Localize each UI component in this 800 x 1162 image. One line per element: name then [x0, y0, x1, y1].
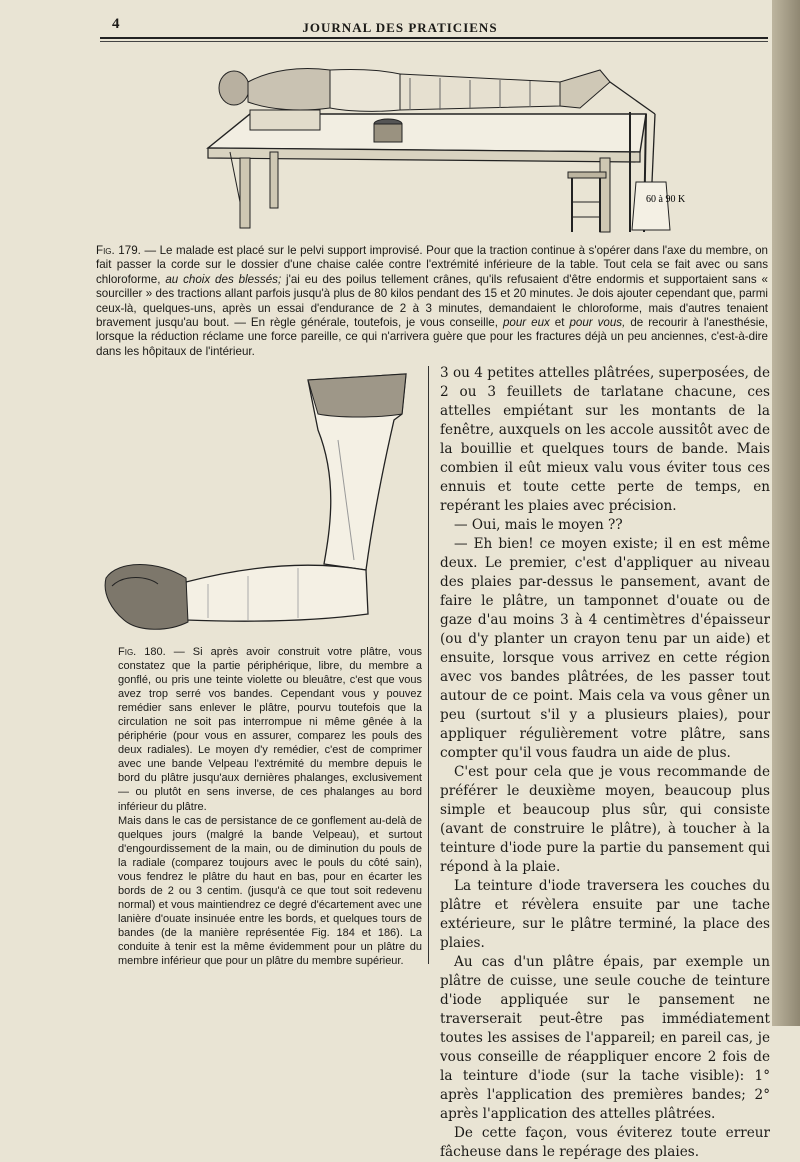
caption-179-italic-2: pour eux [502, 316, 550, 330]
figure-180-illustration [98, 370, 413, 640]
page-number: 4 [112, 16, 120, 32]
figure-179-caption [96, 244, 768, 359]
caption-179-text-1: — Le malade est placé sur le pelvi support improvisé. Pour que la traction continue à s'opérer dans l'axe du membre, on fait passer la corde sur le dossier d'une chaise calée contre l'extrémité inférieure de la table. Tout cela se fait avec ou sans chloroforme, [96, 244, 768, 286]
weight-label: 60 à 90 K [646, 194, 686, 205]
caption-179-text-2: j'ai eu des poilus tellement crânes, qu'ils refusaient d'être endormis et supportaient sans « sourciller » des tractions allant parfois jusqu'à plus de 80 kilos pendant des 15 et 20 minutes. Je dois ajouter cependant que, parmi ceux-là, quelques-uns, après un essai d'endurance de 2 à 3 minutes, demandaient le chloroforme, mais d'autres tenaient bravement jusqu'au bout. — En règle générale, toutefois, je vous conseille, [96, 272, 768, 330]
running-header: JOURNAL DES PRATICIENS [302, 20, 498, 35]
book-gutter-edge [772, 0, 800, 1026]
header-rule [100, 37, 768, 39]
caption-179-italic-3: pour vous, [569, 316, 626, 330]
body-paragraph-1: 3 ou 4 petites attelles plâtrées, superposées, de 2 ou 3 feuillets de tarlatane chacune, ces attelles empiétant sur les montants de la fenêtre, auxquels on les accole aussitôt avec de la bouillie et quelques tours de bande. Mais combien il eût mieux valu vous éviter tous ces ennuis et toute cette perte de temps, en repérant les plaies avec précision. [440, 365, 770, 514]
caption-179-text-3: et [549, 316, 570, 330]
body-column [440, 364, 770, 1162]
caption-179-text-4: de recourir à l'anesthésie, lorsque la réduction réclame une force pareille, ce qui n'arrivera guère que pour les fractures déjà un peu anciennes, c'est-à-dire dans les hôpitaux de l'intérieur. [96, 316, 768, 358]
body-paragraph-4: C'est pour cela que je vous recommande de préférer le deuxième moyen, beaucoup plus simple et beaucoup plus sûr, qui consiste (avant de construire le plâtre), à toucher à la teinture d'iode pure la partie du pansement qui répond à la plaie. [440, 764, 770, 875]
caption-180-para-1: — Si après avoir construit votre plâtre, vous constatez que la partie périphérique, libre, du membre a gonflé, ou pris une teinte violette ou bleuâtre, c'est que vous avez trop serré vos bandes. Cependant vous y pouvez remédier sans enlever le plâtre, pourvu toutefois que la circulation ne soit pas interrompue ni même gênée à la périphérie (pour vous en assurer, comparez les pouls des deux radiales). Le moyen d'y remédier, c'est de comprimer avec une bande Velpeau l'extrémité du membre depuis le bord du plâtre jusqu'aux dernières phalanges, exclusivement — ou plutôt en sens inverse, de ces phalanges au bord inférieur du plâtre. [118, 646, 423, 813]
body-paragraph-2: — Oui, mais le moyen ?? [454, 517, 623, 533]
body-paragraph-6: Au cas d'un plâtre épais, par exemple un plâtre de cuisse, une seule couche de teinture d'iode appliquée sur le pansement ne traverserait peut-être pas immédiatement toutes les assises de l'appareil; en pareil cas, je vous conseille de réappliquer encore 2 fois de la teinture d'iode (sur la tache visible): 1° après l'application des premières bandes; 2° après l'application des attelles plâtrées. [440, 954, 770, 1122]
caption-179-italic-1: au choix des blessés; [165, 272, 282, 286]
column-divider [428, 366, 429, 964]
body-paragraph-5: La teinture d'iode traversera les couches du plâtre et révèlera ensuite par une tache extérieure, sur le plâtre terminé, la place des plaies. [440, 878, 770, 951]
body-paragraph-7: De cette façon, vous éviterez toute erreur fâcheuse dans le repérage des plaies. [440, 1125, 770, 1160]
figure-180-caption [100, 645, 422, 968]
caption-180-para-2: Mais dans le cas de persistance de ce gonflement au-delà de quelques jours (malgré la bande Velpeau), et surtout d'engourdissement de la main, ou de diminution du pouls de la radiale (comparez toujours avec le pouls du côté sain), vous fendrez le plâtre du haut en bas, pour en écarter les bords de 2 ou 3 centim. (jusqu'à ce que tout soit redevenu normal) et vous maintiendrez ce degré d'écartement avec une lanière d'ouate insinuée entre les bords, et quelques tours de bandes (de la manière représentée Fig. 184 et 186). La conduite à tenir est la même évidemment pour un plâtre du membre inférieur que pour un plâtre du membre supérieur. [118, 814, 422, 968]
figure-179-label: Fig. 179. [96, 244, 141, 257]
figure-180-label: Fig. 180. [118, 646, 166, 658]
body-paragraph-3: — Eh bien! ce moyen existe; il en est même deux. Le premier, c'est d'appliquer au niveau des plaies par-dessus le pansement, avant de faire le plâtre, un tamponnet d'ouate ou de gaze d'au moins 3 à 4 centimètres d'épaisseur (ou d'y planter un crayon tenu par un aide) et ensuite, lorsque vous arrivez en cette région avec vos bandes plâtrées, de les passer tout autour de ce point. Mais cela va vous gêner un peu (surtout s'il y a plusieurs plaies), pour appliquer régulièrement votre plâtre, sans compter qu'il vous faudra un aide de plus. [440, 536, 770, 761]
header-rule-thin [100, 41, 768, 42]
figure-179-illustration [200, 52, 686, 242]
